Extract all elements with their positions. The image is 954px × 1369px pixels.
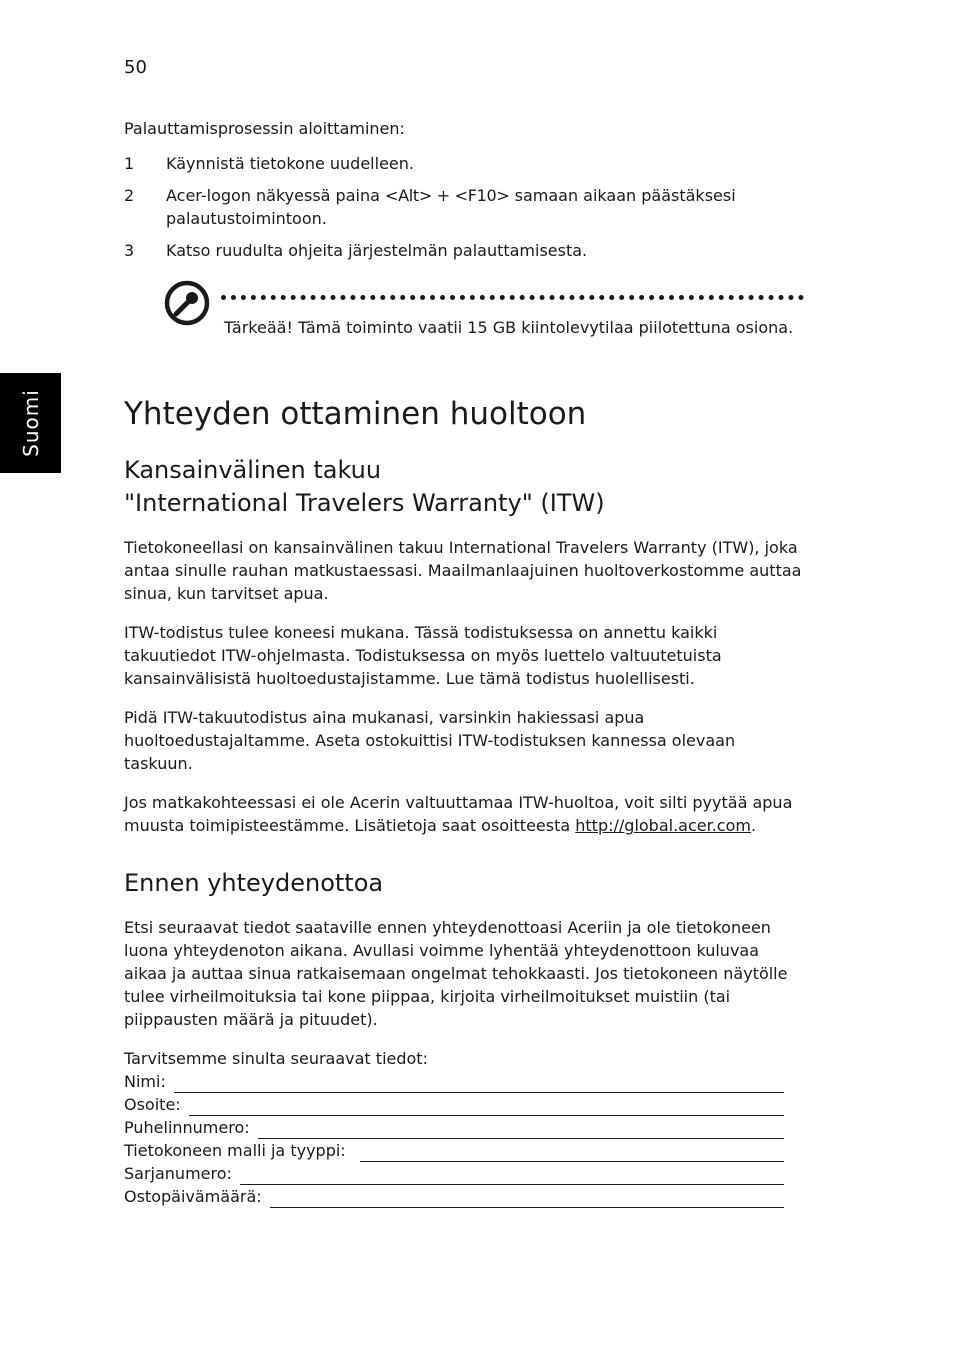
form-row-serial bbox=[124, 1162, 784, 1185]
form-label: Nimi: bbox=[124, 1072, 166, 1091]
subheading-itw-line1: Kansainvälinen takuu bbox=[124, 456, 382, 484]
form-label: Tietokoneen malli ja tyyppi: bbox=[124, 1141, 346, 1160]
step-text: Katso ruudulta ohjeita järjestelmän palauttamisesta. bbox=[166, 241, 588, 260]
form-row-phone bbox=[124, 1116, 784, 1139]
form-row-model bbox=[124, 1139, 784, 1162]
form-label: Osoite: bbox=[124, 1095, 181, 1114]
form-label: Sarjanumero: bbox=[124, 1164, 232, 1183]
important-key-icon bbox=[164, 280, 210, 326]
section-heading-contact: Yhteyden ottaminen huoltoon bbox=[124, 396, 587, 432]
recovery-intro: Palauttamisprosessin aloittaminen: bbox=[124, 119, 405, 138]
key-combo: <Alt> + <F10> bbox=[385, 186, 510, 205]
acer-website-link[interactable]: http://global.acer.com bbox=[575, 816, 751, 835]
form-blank-line bbox=[258, 1121, 784, 1139]
step-number: 2 bbox=[124, 186, 135, 205]
form-blank-line bbox=[174, 1075, 784, 1093]
form-intro: Tarvitsemme sinulta seuraavat tiedot: bbox=[124, 1049, 428, 1068]
itw-paragraph-1: Tietokoneellasi on kansainvälinen takuu International Travelers Warranty (ITW), joka antaa sinulle rauhan matkustaessasi. Maailmanlaajuinen huoltoverkostomme auttaa sinua, kun tarvitset apua. bbox=[124, 538, 802, 603]
language-tab-label: Suomi bbox=[18, 389, 43, 457]
recovery-steps bbox=[124, 152, 804, 262]
page-number: 50 bbox=[124, 57, 147, 78]
form-blank-line bbox=[360, 1144, 784, 1162]
itw-paragraph-4-text: Jos matkakohteessasi ei ole Acerin valtuuttamaa ITW-huoltoa, voit silti pyytää apua muusta toimipisteestämme. Lisätietoja saat osoitteesta bbox=[124, 793, 793, 835]
itw-paragraph-3: Pidä ITW-takuutodistus aina mukanasi, varsinkin hakiessasi apua huoltoedustajaltamme. Aseta ostokuittisi ITW-todistuksen kannessa olevaan taskuun. bbox=[124, 708, 736, 773]
subheading-before-contact: Ennen yhteydenottoa bbox=[124, 869, 384, 897]
form-row-name bbox=[124, 1070, 784, 1093]
info-form bbox=[124, 1047, 804, 1208]
form-blank-line bbox=[240, 1167, 784, 1185]
form-row-purchase-date bbox=[124, 1185, 784, 1208]
important-note bbox=[124, 280, 804, 368]
note-label: Tärkeää! bbox=[224, 318, 293, 337]
step-item bbox=[124, 152, 804, 175]
form-blank-line bbox=[270, 1190, 784, 1208]
subheading-itw-line2: "International Travelers Warranty" (ITW) bbox=[124, 489, 605, 517]
note-dotted-rule bbox=[221, 295, 804, 300]
contact-paragraph: Etsi seuraavat tiedot saataville ennen yhteydenottoasi Aceriin ja ole tietokoneen luona yhteydenoton aikana. Avullasi voimme lyhentää yhteydenottoon kuluvaa aikaa ja auttaa sinua ratkaisemaan ongelmat tehokkaasti. Jos tietokoneen näytölle tulee virheilmoituksia tai kone piippaa, kirjoita virheilmoitukset muistiin (tai piippausten määrä ja pituudet). bbox=[124, 918, 788, 1029]
itw-paragraph-2: ITW-todistus tulee koneesi mukana. Tässä todistuksessa on annettu kaikki takuutiedot ITW-ohjelmasta. Todistuksessa on myös luettelo valtuutetuista kansainvälisistä huoltoedustajistamme. Lue tämä todistus huolellisesti. bbox=[124, 623, 722, 688]
step-item bbox=[124, 184, 804, 230]
language-tab bbox=[0, 373, 61, 473]
step-text-post: samaan aikaan päästäksesi palautustoimintoon. bbox=[166, 186, 736, 228]
form-label: Ostopäivämäärä: bbox=[124, 1187, 262, 1206]
note-text bbox=[224, 316, 794, 340]
step-number: 1 bbox=[124, 154, 135, 173]
itw-paragraph-4-end: . bbox=[750, 816, 757, 835]
page-content bbox=[124, 117, 804, 1208]
step-number: 3 bbox=[124, 241, 135, 260]
itw-paragraph-4 bbox=[124, 791, 804, 837]
note-body: Tämä toiminto vaatii 15 GB kiintolevytilaa piilotettuna osiona. bbox=[292, 318, 794, 337]
subheading-itw bbox=[124, 454, 804, 520]
form-row-address bbox=[124, 1093, 784, 1116]
step-item bbox=[124, 239, 804, 262]
form-blank-line bbox=[189, 1098, 784, 1116]
step-text: Käynnistä tietokone uudelleen. bbox=[166, 154, 414, 173]
form-label: Puhelinnumero: bbox=[124, 1118, 250, 1137]
step-text-pre: Acer-logon näkyessä paina bbox=[166, 186, 385, 205]
